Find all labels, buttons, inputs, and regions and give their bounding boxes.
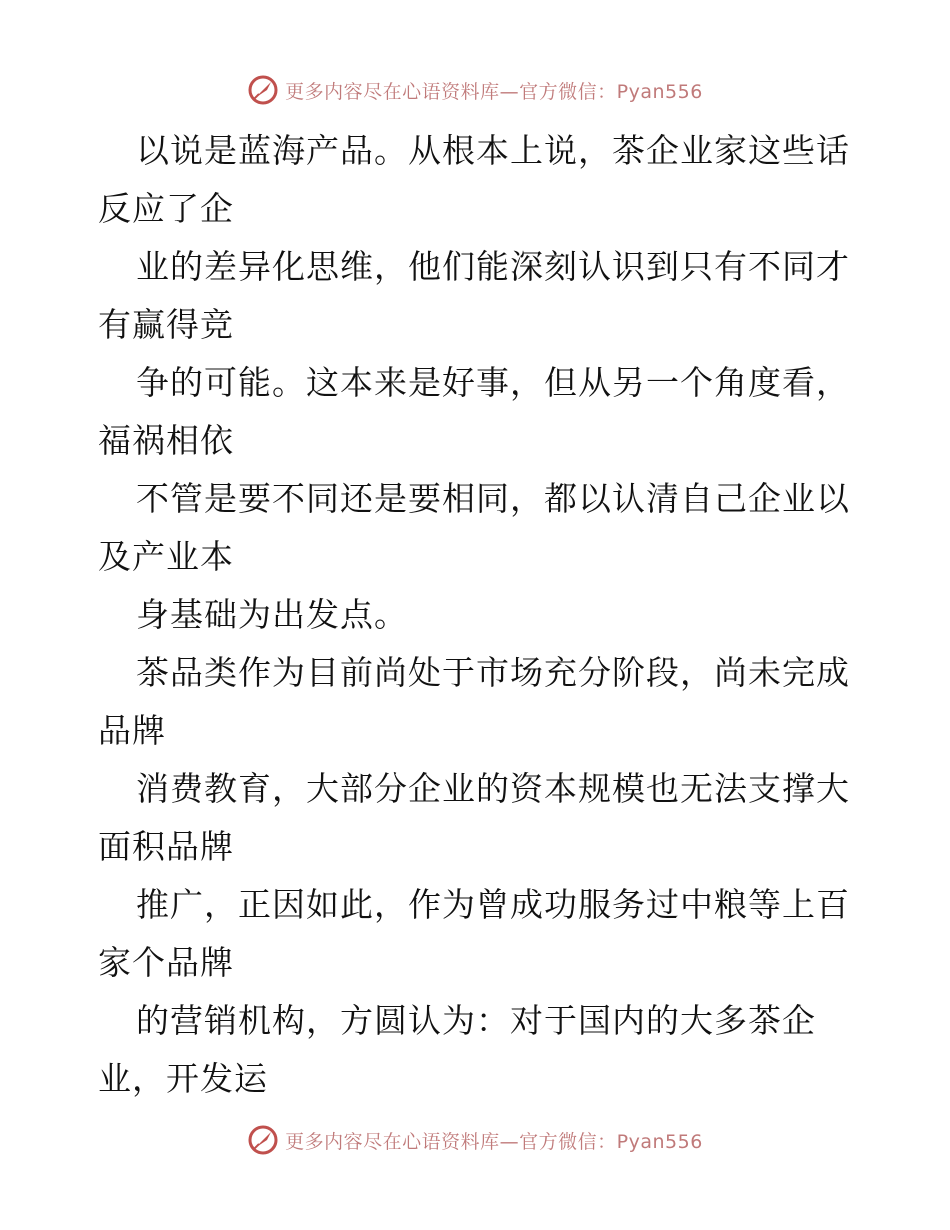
quill-logo-icon	[247, 74, 279, 106]
paragraph-line: 的营销机构，方圆认为：对于国内的大多茶企	[136, 1001, 816, 1040]
paragraph-line: 业的差异化思维，他们能深刻认识到只有不同才	[136, 247, 850, 286]
header-banner-text: 更多内容尽在心语资料库—官方微信：Pyan556	[285, 80, 703, 103]
paragraph-line: 以说是蓝海产品。从根本上说，茶企业家这些话	[136, 131, 850, 170]
paragraph	[98, 122, 858, 238]
paragraph-line: 面积品牌	[98, 827, 234, 866]
header-banner	[0, 70, 950, 110]
paragraph	[98, 238, 858, 354]
paragraph-line: 消费教育，大部分企业的资本规模也无法支撑大	[136, 769, 850, 808]
paragraph	[98, 354, 858, 470]
footer-banner	[0, 1120, 950, 1160]
paragraph-line: 业，开发运	[98, 1059, 268, 1098]
paragraph-line: 品牌	[98, 711, 166, 750]
paragraph	[98, 586, 858, 644]
paragraph-line: 推广，正因如此，作为曾成功服务过中粮等上百	[136, 885, 850, 924]
paragraph	[98, 470, 858, 586]
paragraph-line: 不管是要不同还是要相同，都以认清自己企业以	[136, 479, 850, 518]
paragraph-line: 反应了企	[98, 189, 234, 228]
body-text	[98, 122, 858, 1108]
paragraph	[98, 644, 858, 760]
paragraph	[98, 876, 858, 992]
paragraph-line: 及产业本	[98, 537, 234, 576]
footer-banner-text: 更多内容尽在心语资料库—官方微信：Pyan556	[285, 1130, 703, 1153]
paragraph-line: 身基础为出发点。	[136, 595, 408, 634]
quill-logo-icon	[247, 1124, 279, 1156]
paragraph-line: 茶品类作为目前尚处于市场充分阶段，尚未完成	[136, 653, 850, 692]
paragraph-line: 有赢得竞	[98, 305, 234, 344]
paragraph	[98, 760, 858, 876]
paragraph-line: 争的可能。这本来是好事，但从另一个角度看，	[136, 363, 850, 402]
paragraph-line: 家个品牌	[98, 943, 234, 982]
paragraph	[98, 992, 858, 1108]
paragraph-line: 福祸相依	[98, 421, 234, 460]
